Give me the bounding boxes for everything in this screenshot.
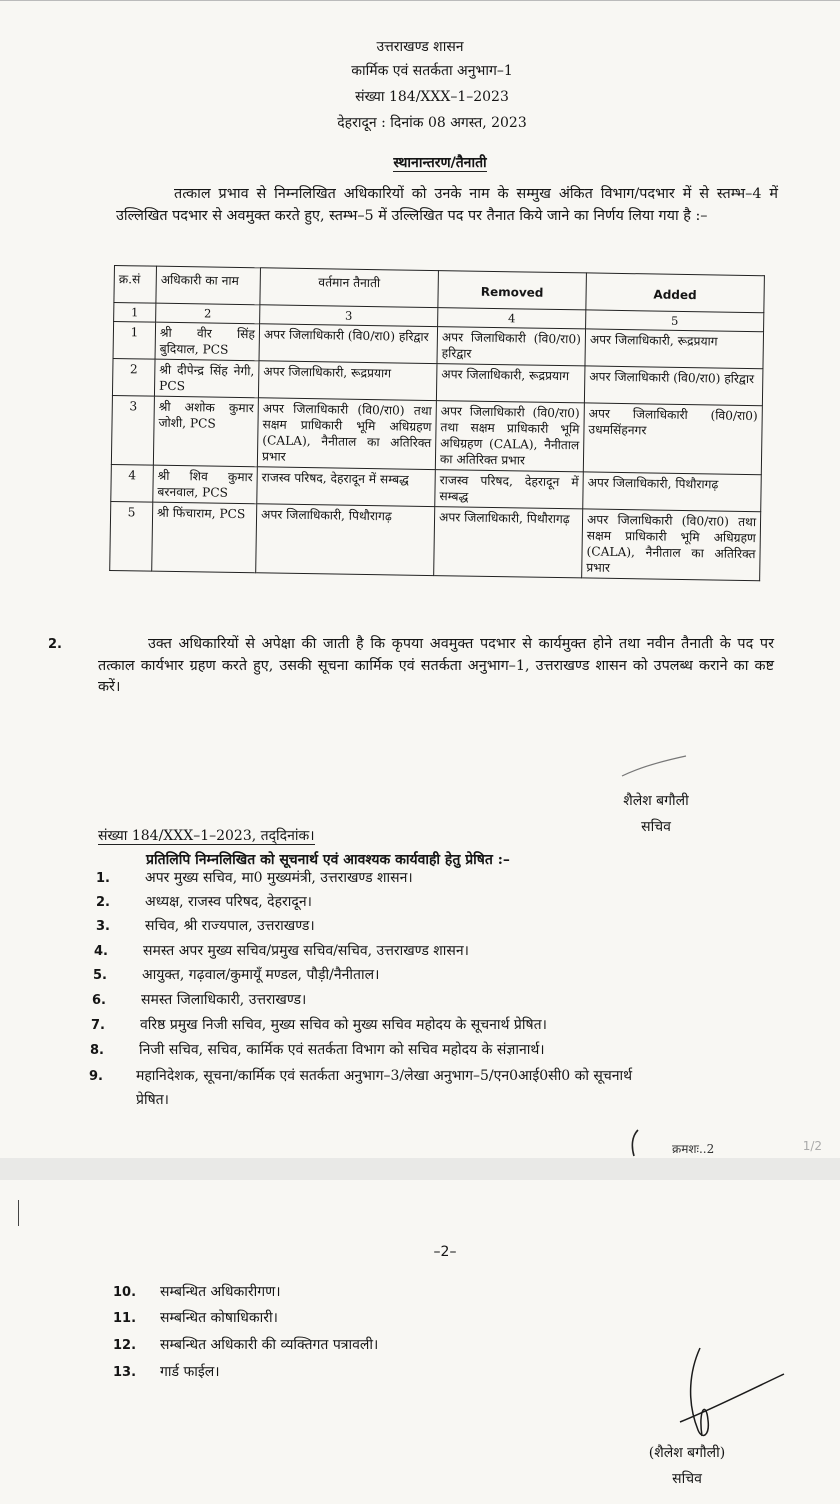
subject-text: स्थानान्तरण/तैनाती <box>393 155 487 171</box>
signatory-designation: सचिव <box>641 819 671 835</box>
table-row <box>110 501 761 580</box>
list-text: आयुक्त, गढ़वाल/कुमायूँ मण्डल, पौड़ी/नैनीताल। <box>142 967 380 983</box>
order-date: देहरादून : दिनांक 08 अगस्त, 2023 <box>337 115 527 131</box>
copy-intro: प्रतिलिपि निम्नलिखित को सूचनार्थ एवं आवश्यक कार्यवाही हेतु प्रेषित :– <box>146 852 510 868</box>
header-added: Added <box>586 273 765 313</box>
copy-heading <box>98 826 315 845</box>
signature-mark <box>618 752 690 782</box>
list-number: 1. <box>96 871 110 886</box>
list-text: सम्बन्धित अधिकारीगण। <box>160 1284 281 1300</box>
signatory-name: शैलेश बगौली <box>623 793 689 809</box>
list-number: 4. <box>94 944 108 959</box>
paragraph-2-body: उक्त अधिकारियों से अपेक्षा की जाती है कि कृपया अवमुक्त पदभार से कार्यमुक्त होने तथा नवीन तैनाती के पद पर तत्काल कार्यभार ग्रहण करते हुए, उसकी सूचना कार्मिक एवं सतर्कता अनुभाग–1, उत्तराखण्ड शासन को उपलब्ध कराने का कष्ट करें। <box>98 636 774 696</box>
list-text: गार्ड फाईल। <box>160 1364 220 1380</box>
page-number-marker: –2– <box>433 1244 457 1260</box>
row-added: अपर जिलाधिकारी, रूद्रप्रयाग <box>585 329 764 369</box>
row-removed: राजस्व परिषद, देहरादून में सम्बद्ध <box>435 470 584 509</box>
column-number: 1 <box>114 303 156 323</box>
row-added: अपर जिलाधिकारी, पिथौरागढ़ <box>583 472 762 512</box>
row-removed: अपर जिलाधिकारी, रूद्रप्रयाग <box>436 364 585 403</box>
row-current-posting: अपर जिलाधिकारी, पिथौरागढ़ <box>256 504 435 576</box>
column-number: 2 <box>156 303 260 324</box>
page-2 <box>0 1180 840 1504</box>
row-removed: अपर जिलाधिकारी, पिथौरागढ़ <box>434 507 583 578</box>
department-name: कार्मिक एवं सतर्कता अनुभाग–1 <box>351 63 513 79</box>
row-added: अपर जिलाधिकारी (वि0/रा0) हरिद्वार <box>584 366 763 406</box>
continued-marker: क्रमशः..2 <box>672 1142 715 1156</box>
list-text: वरिष्ठ प्रमुख निजी सचिव, मुख्य सचिव को मुख्य सचिव महोदय के सूचनार्थ प्रेषित। <box>140 1017 547 1033</box>
row-serial: 1 <box>113 322 156 360</box>
list-text: महानिदेशक, सूचना/कार्मिक एवं सतर्कता अनुभाग–3/लेखा अनुभाग–5/एन0आई0सी0 को सूचनार्थ <box>136 1068 633 1084</box>
column-number: 3 <box>260 305 438 327</box>
row-current-posting: अपर जिलाधिकारी (वि0/रा0) हरिद्वार <box>259 324 438 364</box>
row-officer-name: श्री फिंचाराम, PCS <box>152 502 257 573</box>
row-serial: 5 <box>110 501 153 571</box>
row-removed: अपर जिलाधिकारी (वि0/रा0) तथा सक्षम प्राधिकारी भूमि अधिग्रहण (CALA), नैनीताल का अतिरिक्त प्रभार <box>435 401 584 472</box>
table-row <box>111 395 762 474</box>
row-officer-name: श्री वीर सिंह बुदियाल, PCS <box>155 322 260 361</box>
row-serial: 2 <box>112 358 155 396</box>
row-added: अपर जिलाधिकारी (वि0/रा0) तथा सक्षम प्राधिकारी भूमि अधिग्रहण (CALA), नैनीताल का अतिरिक्त प्रभार <box>582 509 761 581</box>
list-number: 13. <box>113 1365 137 1380</box>
paragraph-2-text <box>48 634 774 699</box>
row-officer-name: श्री शिव कुमार बरनवाल, PCS <box>153 465 258 504</box>
list-text: अपर मुख्य सचिव, मा0 मुख्यमंत्री, उत्तराखण्ड शासन। <box>145 870 413 886</box>
paragraph-2-number: 2. <box>48 637 62 652</box>
row-serial: 3 <box>111 395 154 465</box>
header-officer-name: अधिकारी का नाम <box>156 266 261 305</box>
list-text: सम्बन्धित कोषाधिकारी। <box>160 1310 278 1326</box>
paragraph-2 <box>48 634 774 699</box>
list-number: 2. <box>96 895 110 910</box>
list-text: सचिव, श्री राज्यपाल, उत्तराखण्ड। <box>145 918 315 934</box>
subject-line <box>340 153 540 172</box>
list-number: 9. <box>89 1069 103 1084</box>
copy-heading-text: संख्या 184/XXX–1–2023, तद्‌दिनांक। <box>98 828 315 844</box>
row-officer-name: श्री दीपेन्द्र सिंह नेगी, PCS <box>154 359 259 398</box>
intro-paragraph <box>116 184 778 227</box>
row-serial: 4 <box>111 464 154 502</box>
order-number: संख्या 184/XXX–1–2023 <box>355 89 509 105</box>
list-number: 10. <box>113 1285 137 1300</box>
page-edge-mark <box>18 1200 19 1226</box>
column-number: 5 <box>586 310 764 332</box>
signature-scribble <box>660 1340 790 1450</box>
list-text: सम्बन्धित अधिकारी की व्यक्तिगत पत्रावली। <box>160 1337 379 1353</box>
header-removed: Removed <box>438 271 587 310</box>
row-current-posting: अपर जिलाधिकारी (वि0/रा0) तथा सक्षम प्राधिकारी भूमि अधिग्रहण (CALA), नैनीताल का अतिरिक्त प्रभार <box>257 398 436 470</box>
intro-text: तत्काल प्रभाव से निम्नलिखित अधिकारियों को उनके नाम के सम्मुख अंकित विभाग/पदभार में से स्तम्भ–4 में उल्लिखित पदभार से अवमुक्त करते हुए, स्तम्भ–5 में उल्लिखित पद पर तैनात किये जाने का निर्णय लिया गया है :– <box>116 186 778 224</box>
list-number: 12. <box>113 1338 137 1353</box>
signature-block-1 <box>596 788 716 840</box>
page-top-edge <box>0 0 840 1</box>
signatory-designation: सचिव <box>672 1471 702 1487</box>
signatory-name: (शैलेश बगौली) <box>648 1445 726 1461</box>
list-number: 11. <box>113 1311 137 1326</box>
signature-block-2 <box>632 1440 742 1492</box>
header-serial: क्र.सं <box>114 266 157 304</box>
list-number: 7. <box>91 1018 105 1033</box>
list-number: 5. <box>93 968 107 983</box>
transfer-table <box>109 265 765 581</box>
row-added: अपर जिलाधिकारी (वि0/रा0) उधमसिंहनगर <box>583 403 762 475</box>
list-text: समस्त अपर मुख्य सचिव/प्रमुख सचिव/सचिव, उत्तराखण्ड शासन। <box>143 943 469 959</box>
list-text: समस्त जिलाधिकारी, उत्तराखण्ड। <box>141 992 307 1008</box>
list-number: 6. <box>92 993 106 1008</box>
row-current-posting: राजस्व परिषद, देहरादून में सम्बद्ध <box>257 467 436 507</box>
column-number: 4 <box>438 308 586 329</box>
row-officer-name: श्री अशोक कुमार जोशी, PCS <box>153 396 258 467</box>
header-current-posting: वर्तमान तैनाती <box>260 268 439 308</box>
list-number: 8. <box>90 1043 104 1058</box>
page-indicator: 1/2 <box>802 1139 822 1153</box>
list-text-continued: प्रेषित। <box>136 1092 169 1108</box>
row-removed: अपर जिलाधिकारी (वि0/रा0) हरिद्वार <box>437 327 586 366</box>
list-text: अध्यक्ष, राजस्व परिषद, देहरादून। <box>145 894 312 910</box>
row-current-posting: अपर जिलाधिकारी, रूद्रप्रयाग <box>258 361 437 401</box>
signature-stroke <box>626 1128 646 1158</box>
govt-name: उत्तराखण्ड शासन <box>376 39 464 55</box>
list-number: 3. <box>96 919 110 934</box>
list-text: निजी सचिव, सचिव, कार्मिक एवं सतर्कता विभाग को सचिव महोदय के संज्ञानार्थ। <box>139 1042 545 1058</box>
